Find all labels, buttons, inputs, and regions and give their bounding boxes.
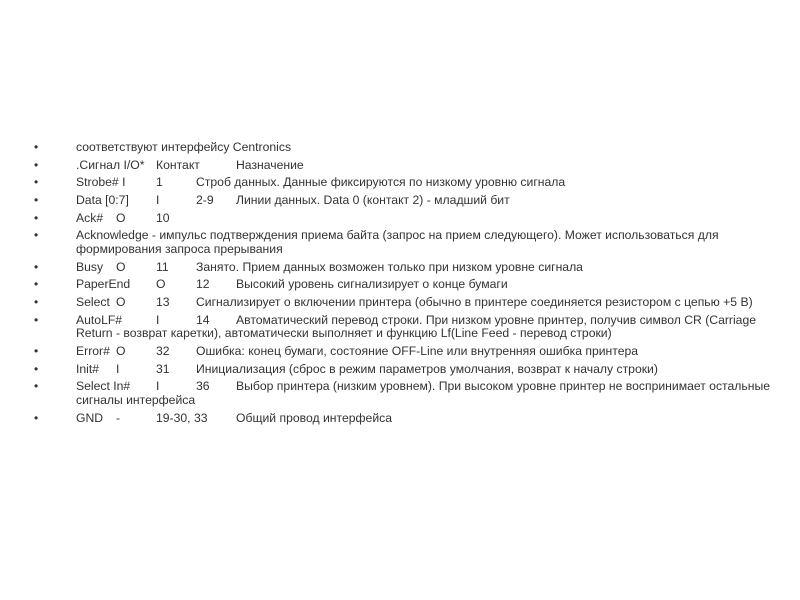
bullet-icon: • (34, 210, 39, 225)
bullet-icon: • (34, 410, 39, 425)
bullet-icon: • (34, 228, 39, 243)
bullet-icon: • (34, 344, 39, 359)
bullet-icon: • (34, 175, 39, 190)
list-item (34, 380, 774, 407)
list-item (34, 296, 774, 310)
list-item-text: Data [0:7] I 2-9 Линии данных. Data 0 (контакт 2) - младший бит (76, 193, 510, 208)
list-item-text: Select O 13 Сигнализирует о включении принтера (обычно в принтере соединяется резистором с цепью +5 В) (76, 295, 753, 310)
bullet-icon: • (34, 157, 39, 172)
list-item-text: PaperEnd O 12 Высокий уровень сигнализирует о конце бумаги (76, 277, 508, 292)
list-item (34, 278, 774, 292)
list-item (34, 141, 774, 155)
bullet-icon: • (34, 312, 39, 327)
list-item-text: .Сигнал I/O* Контакт Назначение (76, 157, 304, 172)
bullet-list (34, 141, 774, 429)
list-item-text: Init# I 31 Инициализация (сброс в режим параметров умолчания, возврат к началу строки) (76, 361, 658, 376)
bullet-icon: • (34, 295, 39, 310)
list-item-text: Busy O 11 Занято. Прием данных возможен только при низком уровне сигнала (76, 259, 583, 274)
list-item-text: Select In# I 36 Выбор принтера (низким уровнем). При высоком уровне принтер не воспринимает остальные сигналы интерфейса (76, 379, 774, 408)
bullet-icon: • (34, 259, 39, 274)
list-item (34, 212, 774, 226)
list-item (34, 229, 774, 256)
list-item-text: GND - 19-30, 33 Общий провод интерфейса (76, 410, 393, 425)
list-item-text: соответствуют интерфейсу Centronics (76, 140, 292, 154)
list-item (34, 412, 774, 426)
list-item (34, 345, 774, 359)
list-item (34, 363, 774, 377)
list-item (34, 314, 774, 341)
bullet-icon: • (34, 277, 39, 292)
list-item-text: Ack# O 10 (76, 210, 170, 225)
list-item-text: Error# O 32 Ошибка: конец бумаги, состояние OFF-Line или внутренняя ошибка принтера (76, 344, 639, 359)
bullet-icon: • (34, 140, 39, 154)
list-item (34, 176, 774, 190)
list-item (34, 261, 774, 275)
list-item (34, 159, 774, 173)
bullet-icon: • (34, 361, 39, 376)
list-item-text: Strobe# I 1 Строб данных. Данные фиксируются по низкому уровню сигнала (76, 175, 566, 190)
list-item-text: Acknowledge - импульс подтверждения приема байта (запрос на прием следующего). Может использоваться для формирования запроса прерывания (76, 228, 722, 257)
bullet-icon: • (34, 193, 39, 208)
list-item-text: AutoLF# I 14 Автоматический перевод строки. При низком уровне принтер, получив символ CR (Carriage Return - возврат каретки), автоматически выполняет и функцию Lf(Line Feed - перевод строки) (76, 312, 760, 341)
bullet-icon: • (34, 379, 39, 394)
list-item (34, 194, 774, 208)
